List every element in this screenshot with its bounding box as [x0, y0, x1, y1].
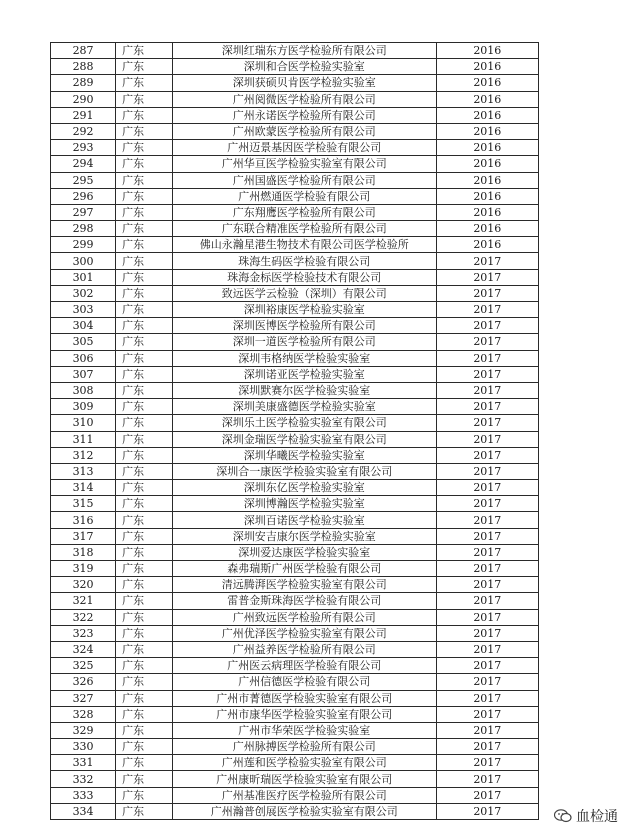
row-index-cell: 325 — [51, 658, 116, 674]
row-year-cell: 2017 — [436, 787, 538, 803]
row-year-cell: 2017 — [436, 561, 538, 577]
table-row — [51, 593, 539, 609]
table-row — [51, 75, 539, 91]
table-body — [51, 43, 539, 820]
row-province-cell: 广东 — [116, 269, 173, 285]
row-index-cell: 320 — [51, 577, 116, 593]
row-institution-name-cell: 广州益养医学检验所有限公司 — [172, 641, 436, 657]
row-institution-name-cell: 广州欧蒙医学检验所有限公司 — [172, 123, 436, 139]
row-institution-name-cell: 深圳美康盛德医学检验实验室 — [172, 399, 436, 415]
row-index-cell: 299 — [51, 237, 116, 253]
row-institution-name-cell: 深圳韦格纳医学检验实验室 — [172, 350, 436, 366]
row-index-cell: 327 — [51, 690, 116, 706]
row-index-cell: 307 — [51, 366, 116, 382]
row-year-cell: 2017 — [436, 399, 538, 415]
table-row — [51, 140, 539, 156]
row-province-cell: 广东 — [116, 123, 173, 139]
table-row — [51, 722, 539, 738]
row-institution-name-cell: 致远医学云检验（深圳）有限公司 — [172, 285, 436, 301]
table-row — [51, 350, 539, 366]
row-year-cell: 2017 — [436, 415, 538, 431]
row-year-cell: 2017 — [436, 496, 538, 512]
table-row — [51, 237, 539, 253]
row-year-cell: 2017 — [436, 334, 538, 350]
row-institution-name-cell: 深圳博瀚医学检验实验室 — [172, 496, 436, 512]
row-institution-name-cell: 森弗瑞斯广州医学检验有限公司 — [172, 561, 436, 577]
table-row — [51, 253, 539, 269]
row-province-cell: 广东 — [116, 204, 173, 220]
row-province-cell: 广东 — [116, 285, 173, 301]
row-province-cell: 广东 — [116, 415, 173, 431]
row-index-cell: 317 — [51, 528, 116, 544]
row-institution-name-cell: 广东翔鹰医学检验所有限公司 — [172, 204, 436, 220]
row-province-cell: 广东 — [116, 253, 173, 269]
row-institution-name-cell: 广州基准医疗医学检验所有限公司 — [172, 787, 436, 803]
row-index-cell: 288 — [51, 59, 116, 75]
row-province-cell: 广东 — [116, 803, 173, 819]
row-year-cell: 2016 — [436, 140, 538, 156]
row-province-cell: 广东 — [116, 382, 173, 398]
row-index-cell: 311 — [51, 431, 116, 447]
table-row — [51, 496, 539, 512]
row-index-cell: 314 — [51, 480, 116, 496]
table-row — [51, 787, 539, 803]
row-institution-name-cell: 深圳华曦医学检验实验室 — [172, 447, 436, 463]
table-row — [51, 59, 539, 75]
table-row — [51, 528, 539, 544]
row-institution-name-cell: 广州市康华医学检验实验室有限公司 — [172, 706, 436, 722]
row-year-cell: 2017 — [436, 512, 538, 528]
table-row — [51, 382, 539, 398]
row-index-cell: 293 — [51, 140, 116, 156]
table-row — [51, 204, 539, 220]
row-year-cell: 2016 — [436, 123, 538, 139]
row-province-cell: 广东 — [116, 787, 173, 803]
row-province-cell: 广东 — [116, 755, 173, 771]
row-year-cell: 2017 — [436, 674, 538, 690]
row-year-cell: 2017 — [436, 771, 538, 787]
row-year-cell: 2017 — [436, 609, 538, 625]
row-province-cell: 广东 — [116, 140, 173, 156]
row-year-cell: 2017 — [436, 285, 538, 301]
table-row — [51, 334, 539, 350]
row-year-cell: 2016 — [436, 91, 538, 107]
table-row — [51, 318, 539, 334]
row-year-cell: 2017 — [436, 755, 538, 771]
row-province-cell: 广东 — [116, 107, 173, 123]
row-institution-name-cell: 深圳金瑞医学检验实验室有限公司 — [172, 431, 436, 447]
table-row — [51, 399, 539, 415]
table-row — [51, 91, 539, 107]
row-index-cell: 303 — [51, 302, 116, 318]
row-institution-name-cell: 广州永诺医学检验所有限公司 — [172, 107, 436, 123]
row-province-cell: 广东 — [116, 480, 173, 496]
table-row — [51, 447, 539, 463]
row-index-cell: 306 — [51, 350, 116, 366]
row-institution-name-cell: 深圳和合医学检验实验室 — [172, 59, 436, 75]
row-institution-name-cell: 深圳一道医学检验所有限公司 — [172, 334, 436, 350]
row-province-cell: 广东 — [116, 512, 173, 528]
row-index-cell: 324 — [51, 641, 116, 657]
row-index-cell: 309 — [51, 399, 116, 415]
row-index-cell: 313 — [51, 463, 116, 479]
row-year-cell: 2017 — [436, 269, 538, 285]
row-institution-name-cell: 深圳获硕贝肯医学检验实验室 — [172, 75, 436, 91]
row-year-cell: 2017 — [436, 722, 538, 738]
row-institution-name-cell: 雷普金斯珠海医学检验有限公司 — [172, 593, 436, 609]
table-row — [51, 156, 539, 172]
row-index-cell: 295 — [51, 172, 116, 188]
row-province-cell: 广东 — [116, 172, 173, 188]
row-year-cell: 2017 — [436, 641, 538, 657]
row-institution-name-cell: 广州瀚普创展医学检验实验室有限公司 — [172, 803, 436, 819]
row-institution-name-cell: 广东联合精准医学检验所有限公司 — [172, 221, 436, 237]
row-institution-name-cell: 广州致远医学检验所有限公司 — [172, 609, 436, 625]
row-institution-name-cell: 广州阅微医学检验所有限公司 — [172, 91, 436, 107]
table-row — [51, 625, 539, 641]
row-province-cell: 广东 — [116, 609, 173, 625]
row-year-cell: 2017 — [436, 350, 538, 366]
row-institution-name-cell: 珠海生码医学检验有限公司 — [172, 253, 436, 269]
row-index-cell: 289 — [51, 75, 116, 91]
row-province-cell: 广东 — [116, 156, 173, 172]
row-year-cell: 2016 — [436, 172, 538, 188]
row-province-cell: 广东 — [116, 544, 173, 560]
row-year-cell: 2017 — [436, 431, 538, 447]
row-year-cell: 2017 — [436, 690, 538, 706]
table-row — [51, 658, 539, 674]
row-institution-name-cell: 深圳红瑞东方医学检验所有限公司 — [172, 43, 436, 59]
row-province-cell: 广东 — [116, 722, 173, 738]
row-index-cell: 315 — [51, 496, 116, 512]
row-year-cell: 2017 — [436, 366, 538, 382]
table-row — [51, 123, 539, 139]
row-province-cell: 广东 — [116, 221, 173, 237]
row-year-cell: 2016 — [436, 107, 538, 123]
row-province-cell: 广东 — [116, 399, 173, 415]
row-province-cell: 广东 — [116, 366, 173, 382]
row-province-cell: 广东 — [116, 625, 173, 641]
row-institution-name-cell: 深圳东亿医学检验实验室 — [172, 480, 436, 496]
row-institution-name-cell: 广州信德医学检验有限公司 — [172, 674, 436, 690]
row-institution-name-cell: 深圳乐土医学检验实验室有限公司 — [172, 415, 436, 431]
row-institution-name-cell: 广州市菁德医学检验实验室有限公司 — [172, 690, 436, 706]
row-index-cell: 334 — [51, 803, 116, 819]
table-row — [51, 463, 539, 479]
row-province-cell: 广东 — [116, 318, 173, 334]
row-province-cell: 广东 — [116, 641, 173, 657]
row-year-cell: 2017 — [436, 739, 538, 755]
row-province-cell: 广东 — [116, 91, 173, 107]
row-province-cell: 广东 — [116, 75, 173, 91]
table-row — [51, 739, 539, 755]
table-row — [51, 577, 539, 593]
row-province-cell: 广东 — [116, 593, 173, 609]
row-year-cell: 2017 — [436, 447, 538, 463]
row-index-cell: 300 — [51, 253, 116, 269]
table-row — [51, 107, 539, 123]
table-row — [51, 561, 539, 577]
row-institution-name-cell: 广州华亘医学检验实验室有限公司 — [172, 156, 436, 172]
row-index-cell: 318 — [51, 544, 116, 560]
row-institution-name-cell: 广州康昕瑞医学检验实验室有限公司 — [172, 771, 436, 787]
row-province-cell: 广东 — [116, 463, 173, 479]
row-index-cell: 298 — [51, 221, 116, 237]
row-institution-name-cell: 广州脉搏医学检验所有限公司 — [172, 739, 436, 755]
row-index-cell: 332 — [51, 771, 116, 787]
row-year-cell: 2016 — [436, 156, 538, 172]
row-year-cell: 2017 — [436, 463, 538, 479]
row-index-cell: 292 — [51, 123, 116, 139]
row-province-cell: 广东 — [116, 447, 173, 463]
lab-list-table — [50, 42, 539, 820]
table-row — [51, 512, 539, 528]
row-province-cell: 广东 — [116, 188, 173, 204]
row-institution-name-cell: 深圳百诺医学检验实验室 — [172, 512, 436, 528]
row-year-cell: 2017 — [436, 577, 538, 593]
row-year-cell: 2016 — [436, 221, 538, 237]
row-institution-name-cell: 广州莲和医学检验实验室有限公司 — [172, 755, 436, 771]
row-year-cell: 2017 — [436, 706, 538, 722]
row-index-cell: 321 — [51, 593, 116, 609]
wechat-account-logo — [554, 806, 618, 826]
row-province-cell: 广东 — [116, 350, 173, 366]
row-year-cell: 2017 — [436, 302, 538, 318]
table-row — [51, 755, 539, 771]
table-row — [51, 188, 539, 204]
row-index-cell: 316 — [51, 512, 116, 528]
row-province-cell: 广东 — [116, 577, 173, 593]
row-index-cell: 308 — [51, 382, 116, 398]
table-row — [51, 172, 539, 188]
row-institution-name-cell: 广州医云病理医学检验有限公司 — [172, 658, 436, 674]
table-row — [51, 221, 539, 237]
row-province-cell: 广东 — [116, 302, 173, 318]
row-institution-name-cell: 深圳裕康医学检验实验室 — [172, 302, 436, 318]
row-province-cell: 广东 — [116, 334, 173, 350]
row-index-cell: 287 — [51, 43, 116, 59]
row-institution-name-cell: 清远腾湃医学检验实验室有限公司 — [172, 577, 436, 593]
row-index-cell: 326 — [51, 674, 116, 690]
row-year-cell: 2017 — [436, 593, 538, 609]
row-index-cell: 294 — [51, 156, 116, 172]
row-province-cell: 广东 — [116, 528, 173, 544]
row-province-cell: 广东 — [116, 561, 173, 577]
row-institution-name-cell: 广州燃通医学检验有限公司 — [172, 188, 436, 204]
row-year-cell: 2017 — [436, 480, 538, 496]
row-institution-name-cell: 深圳合一康医学检验实验室有限公司 — [172, 463, 436, 479]
row-index-cell: 322 — [51, 609, 116, 625]
table-row — [51, 544, 539, 560]
row-province-cell: 广东 — [116, 43, 173, 59]
row-index-cell: 296 — [51, 188, 116, 204]
row-index-cell: 290 — [51, 91, 116, 107]
row-institution-name-cell: 深圳医博医学检验所有限公司 — [172, 318, 436, 334]
row-index-cell: 304 — [51, 318, 116, 334]
row-province-cell: 广东 — [116, 237, 173, 253]
row-index-cell: 310 — [51, 415, 116, 431]
row-year-cell: 2016 — [436, 43, 538, 59]
row-index-cell: 319 — [51, 561, 116, 577]
row-province-cell: 广东 — [116, 658, 173, 674]
row-province-cell: 广东 — [116, 690, 173, 706]
row-institution-name-cell: 深圳默赛尔医学检验实验室 — [172, 382, 436, 398]
row-province-cell: 广东 — [116, 739, 173, 755]
table-row — [51, 431, 539, 447]
row-year-cell: 2017 — [436, 382, 538, 398]
row-province-cell: 广东 — [116, 674, 173, 690]
row-year-cell: 2016 — [436, 59, 538, 75]
row-institution-name-cell: 广州市华荣医学检验实验室 — [172, 722, 436, 738]
row-province-cell: 广东 — [116, 706, 173, 722]
row-year-cell: 2017 — [436, 253, 538, 269]
row-year-cell: 2016 — [436, 75, 538, 91]
row-year-cell: 2016 — [436, 188, 538, 204]
row-province-cell: 广东 — [116, 771, 173, 787]
row-index-cell: 297 — [51, 204, 116, 220]
row-institution-name-cell: 广州优泽医学检验实验室有限公司 — [172, 625, 436, 641]
row-index-cell: 312 — [51, 447, 116, 463]
row-year-cell: 2016 — [436, 204, 538, 220]
logo-text: 血检通 — [576, 809, 618, 825]
table-row — [51, 43, 539, 59]
row-institution-name-cell: 珠海金标医学检验技术有限公司 — [172, 269, 436, 285]
table-row — [51, 269, 539, 285]
row-index-cell: 301 — [51, 269, 116, 285]
row-index-cell: 333 — [51, 787, 116, 803]
row-year-cell: 2017 — [436, 544, 538, 560]
row-index-cell: 330 — [51, 739, 116, 755]
table-row — [51, 641, 539, 657]
row-index-cell: 291 — [51, 107, 116, 123]
table-row — [51, 674, 539, 690]
row-year-cell: 2017 — [436, 625, 538, 641]
row-year-cell: 2017 — [436, 803, 538, 819]
row-institution-name-cell: 佛山永瀚星港生物技术有限公司医学检验所 — [172, 237, 436, 253]
row-index-cell: 323 — [51, 625, 116, 641]
table-row — [51, 706, 539, 722]
row-institution-name-cell: 广州国盛医学检验所有限公司 — [172, 172, 436, 188]
table-row — [51, 366, 539, 382]
row-institution-name-cell: 深圳诺亚医学检验实验室 — [172, 366, 436, 382]
row-year-cell: 2017 — [436, 528, 538, 544]
row-institution-name-cell: 深圳爱达康医学检验实验室 — [172, 544, 436, 560]
row-index-cell: 302 — [51, 285, 116, 301]
row-year-cell: 2016 — [436, 237, 538, 253]
row-index-cell: 328 — [51, 706, 116, 722]
row-province-cell: 广东 — [116, 59, 173, 75]
table-row — [51, 803, 539, 819]
row-province-cell: 广东 — [116, 496, 173, 512]
row-province-cell: 广东 — [116, 431, 173, 447]
table-row — [51, 302, 539, 318]
row-index-cell: 331 — [51, 755, 116, 771]
table-row — [51, 415, 539, 431]
table-row — [51, 771, 539, 787]
row-year-cell: 2017 — [436, 318, 538, 334]
row-index-cell: 305 — [51, 334, 116, 350]
row-institution-name-cell: 深圳安吉康尔医学检验实验室 — [172, 528, 436, 544]
row-index-cell: 329 — [51, 722, 116, 738]
table-row — [51, 480, 539, 496]
wechat-icon — [554, 809, 572, 823]
row-year-cell: 2017 — [436, 658, 538, 674]
table-row — [51, 609, 539, 625]
row-institution-name-cell: 广州迈景基因医学检验有限公司 — [172, 140, 436, 156]
table-row — [51, 690, 539, 706]
table-row — [51, 285, 539, 301]
